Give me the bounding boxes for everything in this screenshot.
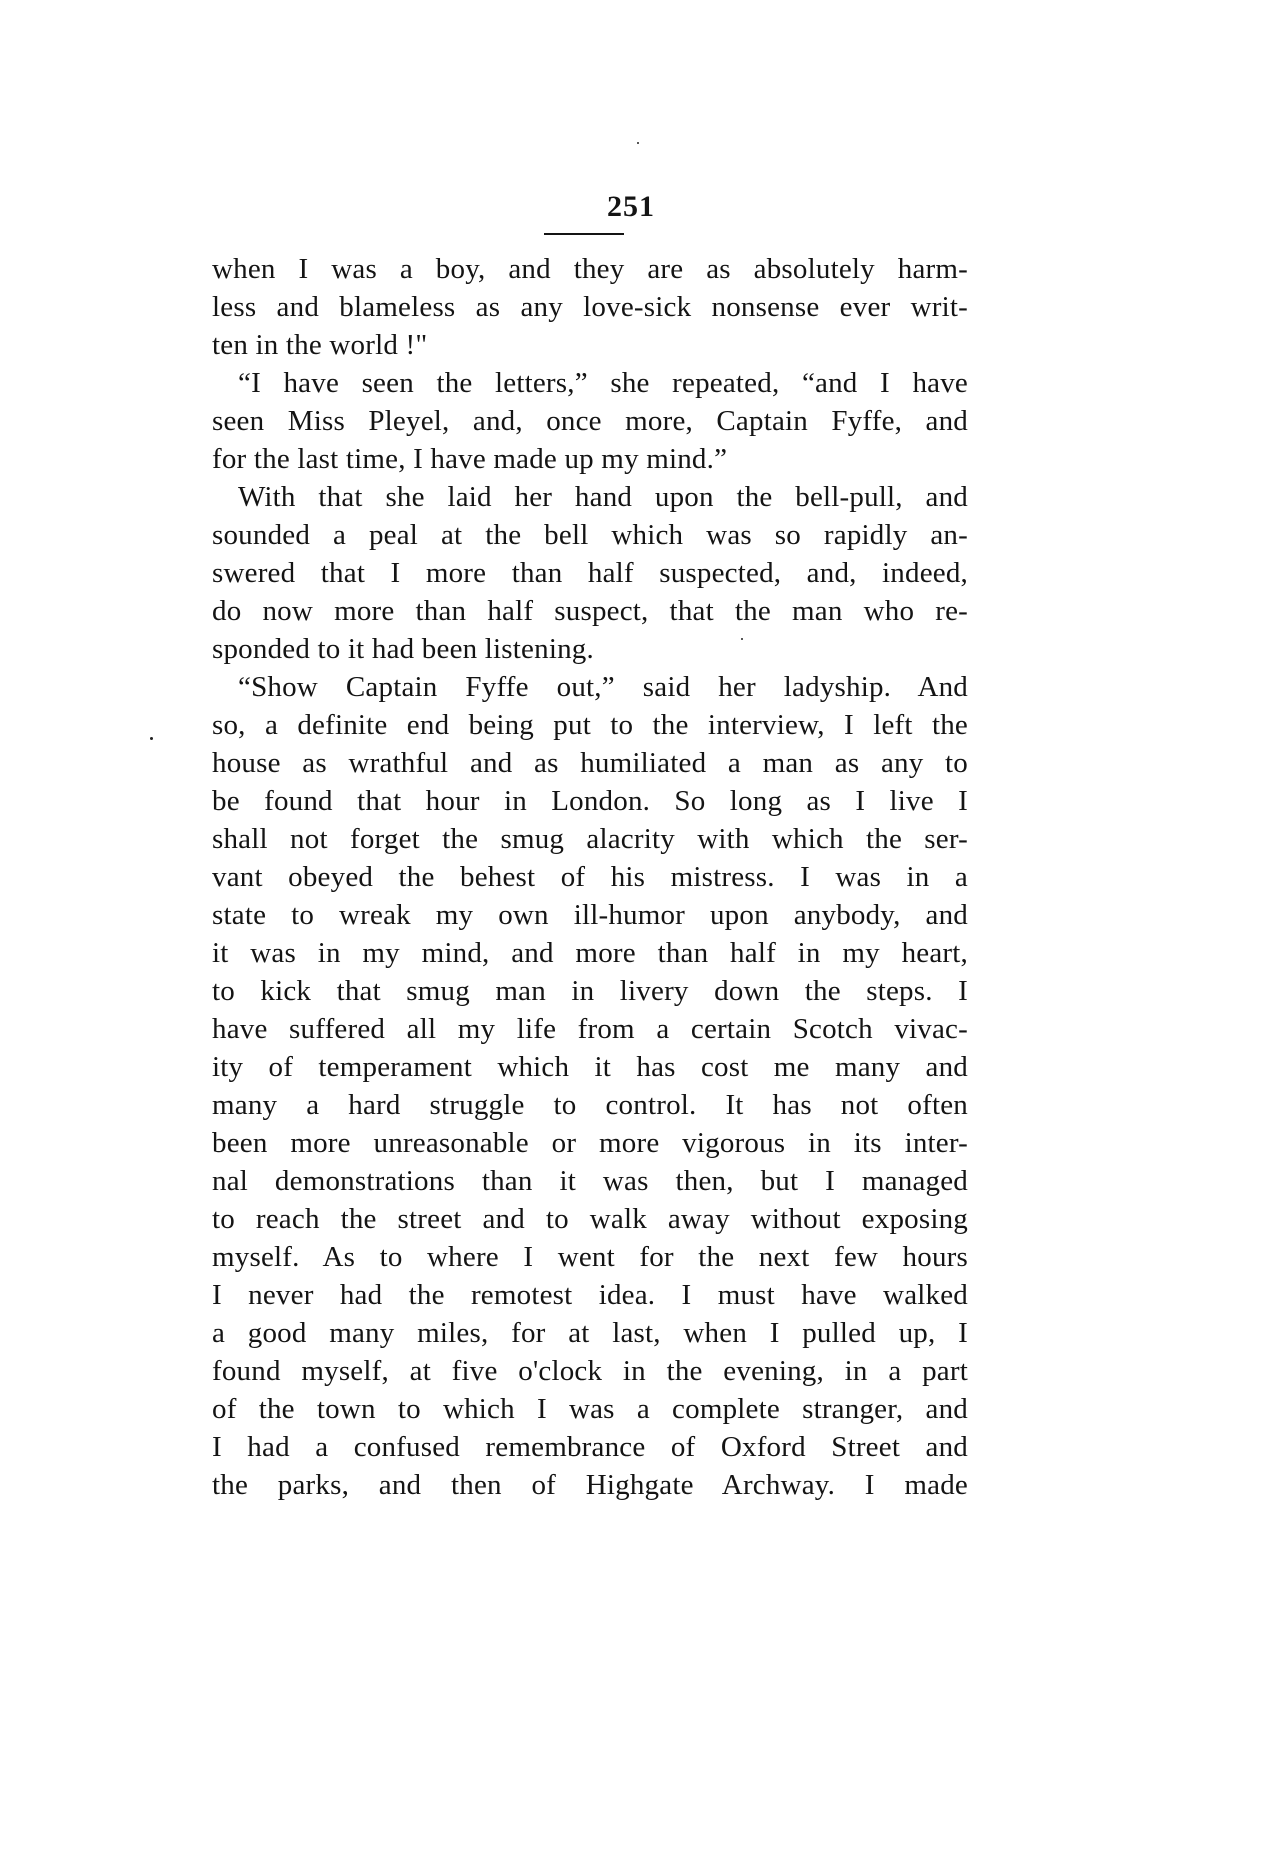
print-speck: [637, 142, 639, 144]
text-line: it was in my mind, and more than half in my heart,: [212, 937, 968, 969]
text-line: less and blameless as any love-sick nonsense ever writ-: [212, 291, 968, 323]
text-line: to reach the street and to walk away without exposing: [212, 1203, 968, 1235]
text-line: of the town to which I was a complete stranger, and: [212, 1393, 968, 1425]
text-line: found myself, at five o'clock in the evening, in a part: [212, 1355, 968, 1387]
text-line: With that she laid her hand upon the bell-pull, and: [238, 481, 968, 513]
text-line: to kick that smug man in livery down the steps. I: [212, 975, 968, 1007]
text-line: seen Miss Pleyel, and, once more, Captain Fyffe, and: [212, 405, 968, 437]
text-line: house as wrathful and as humiliated a man as any to: [212, 747, 968, 779]
print-speck: [150, 737, 153, 740]
text-line: when I was a boy, and they are as absolutely harm-: [212, 253, 968, 285]
text-line: have suffered all my life from a certain Scotch vivac-: [212, 1013, 968, 1045]
text-line: so, a definite end being put to the interview, I left the: [212, 709, 968, 741]
text-line: sponded to it had been listening.: [212, 633, 594, 665]
text-line: I never had the remotest idea. I must have walked: [212, 1279, 968, 1311]
text-line: swered that I more than half suspected, and, indeed,: [212, 557, 968, 589]
text-line: shall not forget the smug alacrity with which the ser-: [212, 823, 968, 855]
text-line: nal demonstrations than it was then, but I managed: [212, 1165, 968, 1197]
text-line: I had a confused remembrance of Oxford Street and: [212, 1431, 968, 1463]
text-line: be found that hour in London. So long as I live I: [212, 785, 968, 817]
text-line: the parks, and then of Highgate Archway. I made: [212, 1469, 968, 1501]
text-line: ten in the world !": [212, 329, 428, 361]
text-line: do now more than half suspect, that the man who re-: [212, 595, 968, 627]
text-line: myself. As to where I went for the next few hours: [212, 1241, 968, 1273]
print-speck: [741, 638, 743, 640]
text-line: ity of temperament which it has cost me many and: [212, 1051, 968, 1083]
page-number-rule: [544, 233, 624, 235]
text-line: state to wreak my own ill-humor upon anybody, and: [212, 899, 968, 931]
text-line: a good many miles, for at last, when I pulled up, I: [212, 1317, 968, 1349]
text-line: for the last time, I have made up my mind.”: [212, 443, 728, 475]
text-line: been more unreasonable or more vigorous in its inter-: [212, 1127, 968, 1159]
text-line: “I have seen the letters,” she repeated, “and I have: [238, 367, 968, 399]
text-line: many a hard struggle to control. It has not often: [212, 1089, 968, 1121]
text-block: [212, 250, 968, 1504]
page-number: 251: [607, 190, 655, 223]
text-line: sounded a peal at the bell which was so rapidly an-: [212, 519, 968, 551]
text-line: vant obeyed the behest of his mistress. I was in a: [212, 861, 968, 893]
text-line: “Show Captain Fyffe out,” said her ladyship. And: [238, 671, 968, 703]
